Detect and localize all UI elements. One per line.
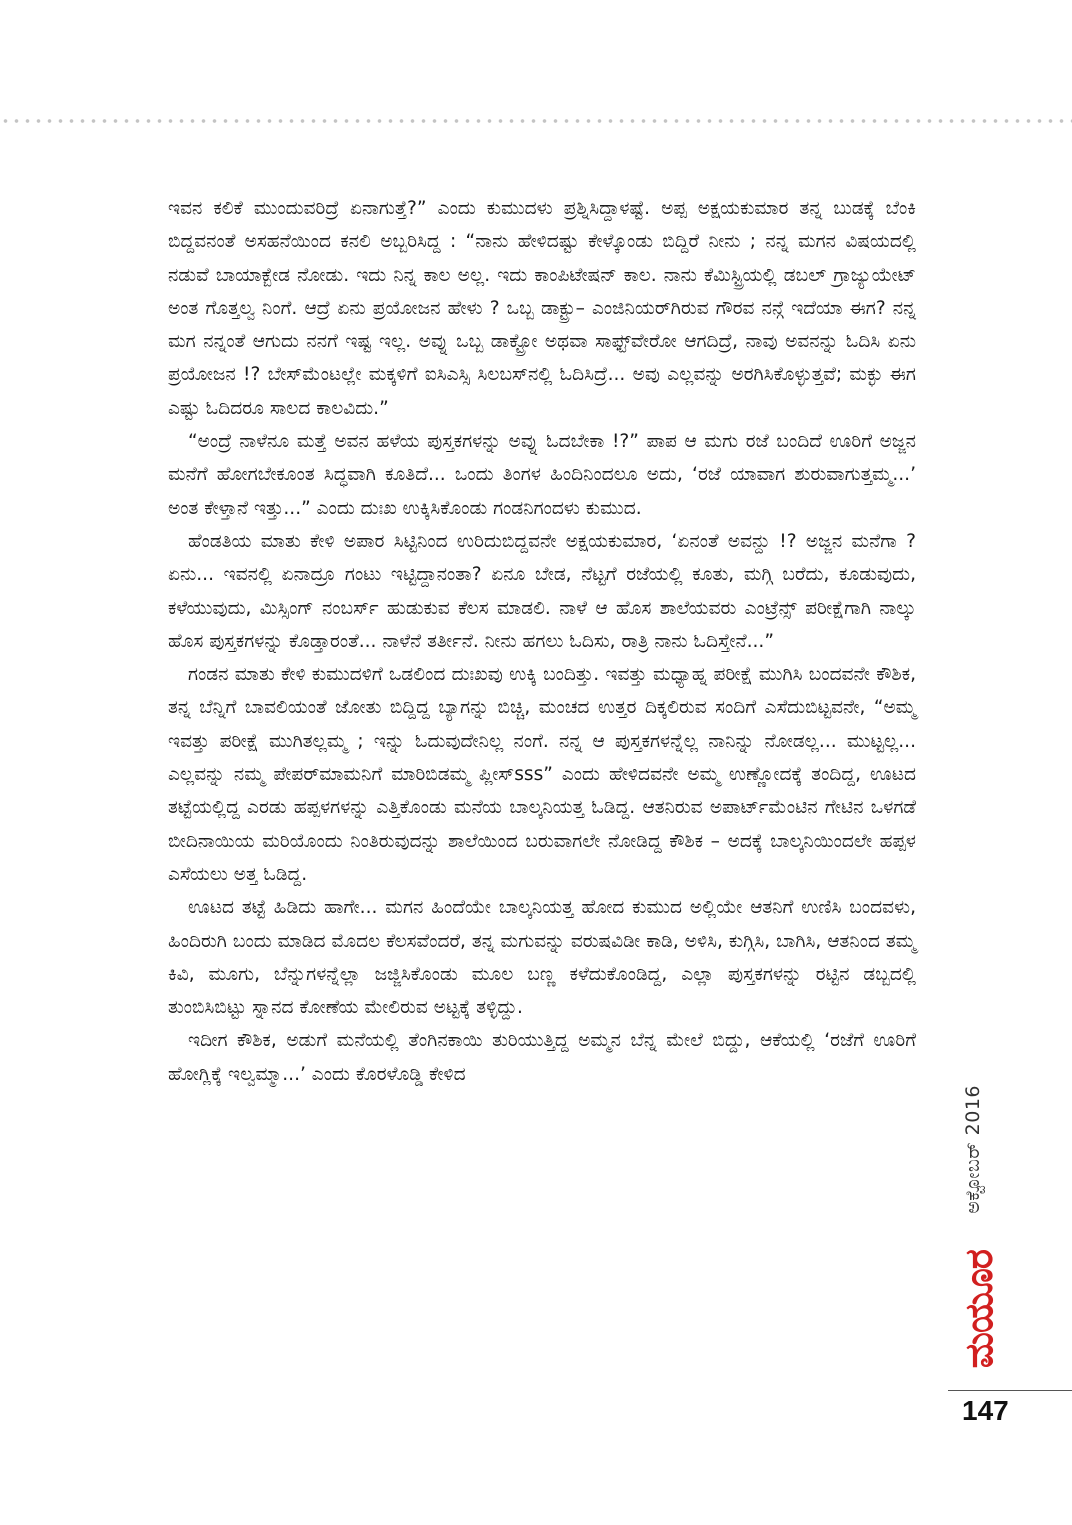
paragraph-4: ಗಂಡನ ಮಾತು ಕೇಳಿ ಕುಮುದಳಿಗೆ ಒಡಲಿಂದ ದುಃಖವು ಉಕ್ಕಿ ಬಂದಿತ್ತು. ಇವತ್ತು ಮಧ್ಯಾಹ್ನ ಪರೀಕ್ಷೆ ಮುಗಿಸಿ ಬಂದವನೇ ಕೌಶಿಕ, ತನ್ನ ಬೆನ್ನಿಗೆ ಬಾವಲಿಯಂತೆ ಜೋತು ಬಿದ್ದಿದ್ದ ಬ್ಯಾಗನ್ನು ಬಿಚ್ಚಿ, ಮಂಚದ ಉತ್ತರ ದಿಕ್ಕಲಿರುವ ಸಂದಿಗೆ ಎಸೆದುಬಿಟ್ಟವನೇ, “ಅಮ್ಮ ಇವತ್ತು ಪರೀಕ್ಷೆ ಮುಗಿತಲ್ಲಮ್ಮ ; ಇನ್ನು ಓದುವುದೇನಿಲ್ಲ ನಂಗೆ. ನನ್ನ ಆ ಪುಸ್ತಕಗಳನ್ನೆಲ್ಲ ನಾನಿನ್ನು ನೋಡಲ್ಲ... ಮುಟ್ಟಲ್ಲ... ಎಲ್ಲವನ್ನು ನಮ್ಮ ಪೇಪರ್‌ಮಾಮನಿಗೆ ಮಾರಿಬಿಡಮ್ಮ ಪ್ಲೀಸ್sss” ಎಂದು ಹೇಳಿದವನೇ ಅಮ್ಮ ಉಣ್ಣೋದಕ್ಕೆ ತಂದಿದ್ದ, ಊಟದ ತಟ್ಟೆಯಲ್ಲಿದ್ದ ಎರಡು ಹಪ್ಪಳಗಳನ್ನು ಎತ್ತಿಕೊಂಡು ಮನೆಯ ಬಾಲ್ಕನಿಯತ್ತ ಓಡಿದ್ದ. ಆತನಿರುವ ಅಪಾರ್ಟ್‌ಮೆಂಟಿನ ಗೇಟಿನ ಒಳಗಡೆ ಬೀದಿನಾಯಿಯ ಮರಿಯೊಂದು ನಿಂತಿರುವುದನ್ನು ಶಾಲೆಯಿಂದ ಬರುವಾಗಲೇ ನೋಡಿದ್ದ ಕೌಶಿಕ – ಅದಕ್ಕೆ ಬಾಲ್ಕನಿಯಿಂದಲೇ ಹಪ್ಪಳ ಎಸೆಯಲು ಅತ್ತ ಓಡಿದ್ದ. — [168, 664, 916, 885]
paragraph-2: “ಅಂದ್ರೆ ನಾಳೆನೂ ಮತ್ತೆ ಅವನ ಹಳೆಯ ಪುಸ್ತಕಗಳನ್ನು ಅವ್ನು ಓದಬೇಕಾ !?” ಪಾಪ ಆ ಮಗು ರಜೆ ಬಂದಿದೆ ಊರಿಗೆ ಅಜ್ಜನ ಮನೆಗೆ ಹೋಗಬೇಕೂಂತ ಸಿದ್ಧವಾಗಿ ಕೂತಿದೆ... ಒಂದು ತಿಂಗಳ ಹಿಂದಿನಿಂದಲೂ ಅದು, ‘ರಜೆ ಯಾವಾಗ ಶುರುವಾಗುತ್ತಮ್ಮ...’ ಅಂತ ಕೇಳ್ತಾನೆ ಇತ್ತು...” ಎಂದು ದುಃಖ ಉಕ್ಕಿಸಿಕೊಂಡು ಗಂಡನಿಗಂದಳು ಕುಮುದ. — [168, 431, 916, 519]
paragraph-5: ಊಟದ ತಟ್ಟೆ ಹಿಡಿದು ಹಾಗೇ... ಮಗನ ಹಿಂದೆಯೇ ಬಾಲ್ಕನಿಯತ್ತ ಹೋದ ಕುಮುದ ಅಲ್ಲಿಯೇ ಆತನಿಗೆ ಉಣಿಸಿ ಬಂದವಳು, ಹಿಂದಿರುಗಿ ಬಂದು ಮಾಡಿದ ಮೊದಲ ಕೆಲಸವೆಂದರೆ, ತನ್ನ ಮಗುವನ್ನು ವರುಷವಿಡೀ ಕಾಡಿ, ಅಳಿಸಿ, ಕುಗ್ಗಿಸಿ, ಬಾಗಿಸಿ, ಆತನಿಂದ ತಮ್ಮ ಕಿವಿ, ಮೂಗು, ಬೆನ್ನುಗಳನ್ನೆಲ್ಲಾ ಜಜ್ಜಿಸಿಕೊಂಡು ಮೂಲ ಬಣ್ಣ ಕಳೆದುಕೊಂಡಿದ್ದ, ಎಲ್ಲಾ ಪುಸ್ತಕಗಳನ್ನು ರಟ್ಟಿನ ಡಬ್ಬದಲ್ಲಿ ತುಂಬಿಸಿಬಿಟ್ಟು ಸ್ನಾನದ ಕೋಣೆಯ ಮೇಲಿರುವ ಅಟ್ಟಕ್ಕೆ ತಳ್ಳಿದ್ದು. — [168, 897, 916, 1019]
paragraph-6: ಇದೀಗ ಕೌಶಿಕ, ಅಡುಗೆ ಮನೆಯಲ್ಲಿ ತೆಂಗಿನಕಾಯಿ ತುರಿಯುತ್ತಿದ್ದ ಅಮ್ಮನ ಬೆನ್ನ ಮೇಲೆ ಬಿದ್ದು, ಆಕೆಯಲ್ಲಿ ‘ರಜೆಗೆ ಊರಿಗೆ ಹೋಗ್ಲಿಕ್ಕೆ ಇಲ್ವಮ್ಮಾ...’ ಎಂದು ಕೊರಳೊಡ್ಡಿ ಕೇಳಿದ — [168, 1030, 916, 1085]
magazine-name: ಮಯೂರ — [957, 1249, 1001, 1369]
folio-divider — [948, 1390, 1072, 1391]
top-dotted-rule — [0, 118, 1072, 124]
paragraph-3: ಹೆಂಡತಿಯ ಮಾತು ಕೇಳಿ ಅಪಾರ ಸಿಟ್ಟಿನಿಂದ ಉರಿದುಬಿದ್ದವನೇ ಅಕ್ಷಯಕುಮಾರ, ‘ಏನಂತೆ ಅವನ್ದು !? ಅಜ್ಜನ ಮನೆಗಾ ? ಏನು... ಇವನಲ್ಲಿ ಏನಾದ್ರೂ ಗಂಟು ಇಟ್ಟಿದ್ದಾನಂತಾ? ಏನೂ ಬೇಡ, ನೆಟ್ಟಗೆ ರಜೆಯಲ್ಲಿ ಕೂತು, ಮಗ್ಗಿ ಬರೆದು, ಕೂಡುವುದು, ಕಳೆಯುವುದು, ಮಿಸ್ಸಿಂಗ್ ನಂಬರ್ಸ್ ಹುಡುಕುವ ಕೆಲಸ ಮಾಡಲಿ. ನಾಳೆ ಆ ಹೊಸ ಶಾಲೆಯವರು ಎಂಟ್ರೆನ್ಸ್ ಪರೀಕ್ಷೆಗಾಗಿ ನಾಲ್ಕು ಹೊಸ ಪುಸ್ತಕಗಳನ್ನು ಕೊಡ್ತಾರಂತೆ... ನಾಳೆನೆ ತರ್ತೀನೆ. ನೀನು ಹಗಲು ಓದಿಸು, ರಾತ್ರಿ ನಾನು ಓದಿಸ್ತೇನೆ...” — [168, 530, 916, 652]
page-number: 147 — [962, 1395, 1009, 1426]
article-body — [168, 192, 916, 1091]
paragraph-1: ಇವನ ಕಲಿಕೆ ಮುಂದುವರಿದ್ರೆ ಏನಾಗುತ್ತೆ?” ಎಂದು ಕುಮುದಳು ಪ್ರಶ್ನಿಸಿದ್ದಾಳಷ್ಟೆ. ಅಪ್ಪ ಅಕ್ಷಯಕುಮಾರ ತನ್ನ ಬುಡಕ್ಕೆ ಬೆಂಕಿ ಬಿದ್ದವನಂತೆ ಅಸಹನೆಯಿಂದ ಕನಲಿ ಅಬ್ಬರಿಸಿದ್ದ : “ನಾನು ಹೇಳಿದಷ್ಟು ಕೇಳ್ಕೊಂಡು ಬಿದ್ದಿರೆ ನೀನು ; ನನ್ನ ಮಗನ ವಿಷಯದಲ್ಲಿ ನಡುವೆ ಬಾಯಾಕ್ಬೇಡ ನೋಡು. ಇದು ನಿನ್ನ ಕಾಲ ಅಲ್ಲ. ಇದು ಕಾಂಪಿಟೇಷನ್ ಕಾಲ. ನಾನು ಕೆಮಿಸ್ಟ್ರಿಯಲ್ಲಿ ಡಬಲ್ ಗ್ರಾಜ್ಯುಯೇಟ್ ಅಂತ ಗೊತ್ತಲ್ವ ನಿಂಗೆ. ಆದ್ರೆ ಏನು ಪ್ರಯೋಜನ ಹೇಳು ? ಒಬ್ಬ ಡಾಕ್ಟ್ರು– ಎಂಜಿನಿಯರ್‌ಗಿರುವ ಗೌರವ ನನ್ಗೆ ಇದೆಯಾ ಈಗ? ನನ್ನ ಮಗ ನನ್ನಂತೆ ಆಗುದು ನನಗೆ ಇಷ್ಟ ಇಲ್ಲ. ಅವ್ನು ಒಬ್ಬ ಡಾಕ್ಟ್ರೋ ಅಥವಾ ಸಾಫ್ಟ್‌ವೇರೋ ಆಗದಿದ್ರೆ, ನಾವು ಅವನನ್ನು ಓದಿಸಿ ಏನು ಪ್ರಯೋಜನ !? ಬೇಸ್‌ಮೆಂಟಲ್ಲೇ ಮಕ್ಕಳಿಗೆ ಐಸಿಎಸ್ಸಿ ಸಿಲಬಸ್‌ನಲ್ಲಿ ಓದಿಸಿದ್ರೆ... ಅವು ಎಲ್ಲವನ್ನು ಅರಗಿಸಿಕೊಳ್ಳುತ್ತವೆ; ಮಕ್ಳು ಈಗ ಎಷ್ಟು ಓದಿದರೂ ಸಾಲದ ಕಾಲವಿದು.” — [168, 198, 916, 419]
magazine-logo — [955, 1243, 1003, 1375]
issue-date: ಅಕ್ಟೋಬರ್ 2016 — [962, 1085, 984, 1214]
